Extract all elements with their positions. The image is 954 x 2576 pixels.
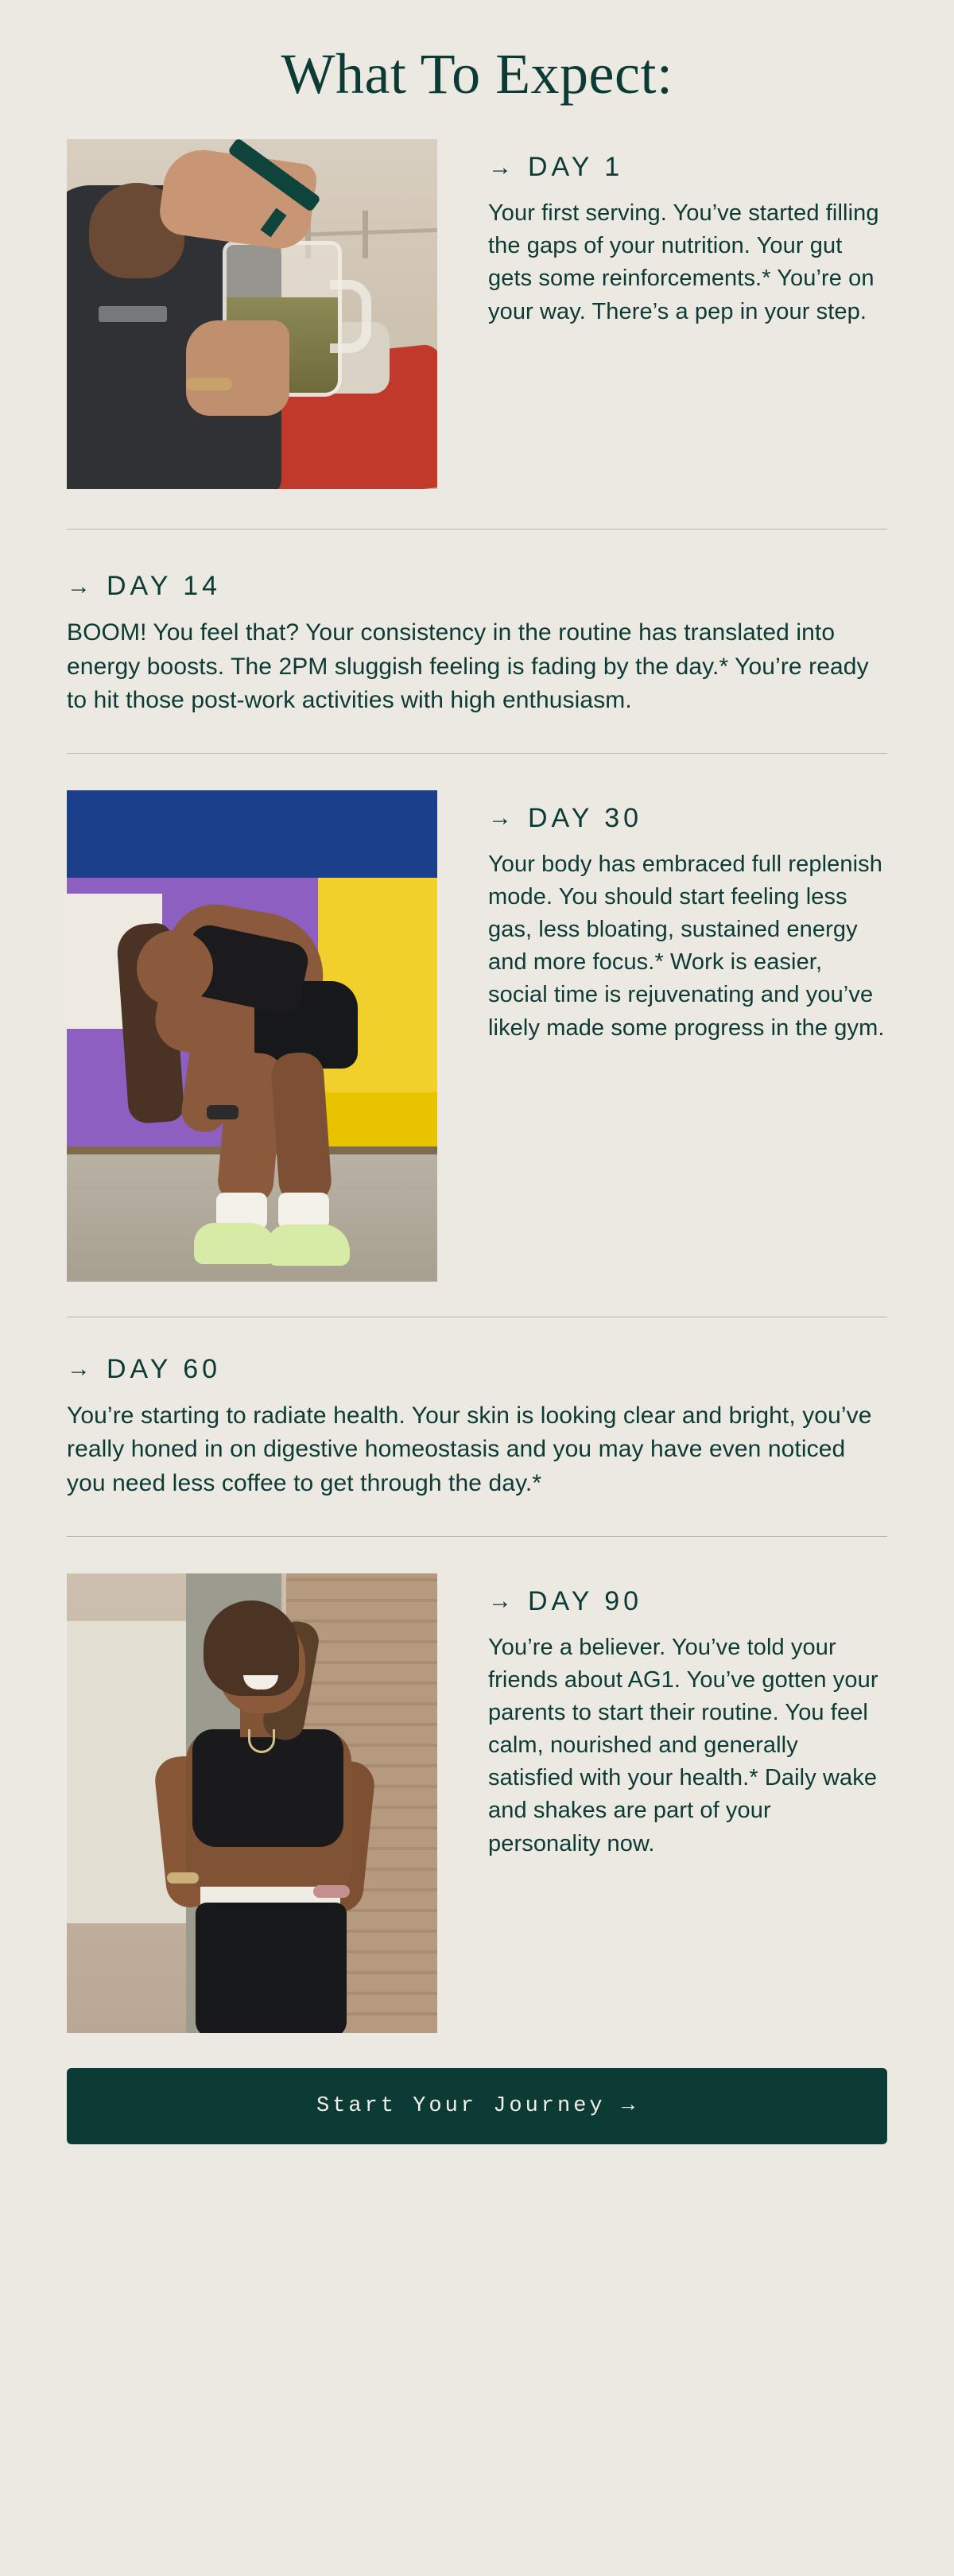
page-title: What To Expect: bbox=[281, 42, 673, 106]
start-your-journey-label: Start Your Journey → bbox=[316, 2093, 638, 2118]
arrow-right-icon: → bbox=[488, 153, 512, 180]
day-description: BOOM! You feel that? Your consistency in the routine has translated into energy boosts. The 2PM sluggish feeling is fading by the day.* You’re ready to hit those post-work activities with high enthusiasm. bbox=[67, 619, 869, 714]
day-heading-day-90 bbox=[488, 1586, 887, 1617]
section-day-30 bbox=[67, 790, 887, 1282]
section-image-day-30 bbox=[67, 790, 437, 1282]
section-body-day-60 bbox=[67, 1354, 887, 1501]
section-body-day-1 bbox=[488, 139, 887, 328]
day-description: You’re starting to radiate health. Your skin is looking clear and bright, you’ve really honed in on digestive homeostasis and you may have even noticed you need less coffee to get through the day.* bbox=[67, 1402, 872, 1496]
photo-hand-pouring-ag1-into-jar bbox=[67, 139, 437, 489]
day-label: DAY 30 bbox=[528, 802, 643, 833]
arrow-right-icon: → bbox=[67, 1356, 91, 1383]
start-your-journey-button[interactable] bbox=[67, 2068, 887, 2144]
section-body-day-30 bbox=[488, 790, 887, 1045]
day-description: Your first serving. You’ve started filling the gaps of your nutrition. Your gut gets some reinforcements.* You’re on your way. There’s a pep in your step. bbox=[488, 200, 879, 324]
section-body-day-14 bbox=[67, 571, 887, 718]
section-day-14 bbox=[67, 571, 887, 718]
section-body-day-90 bbox=[488, 1573, 887, 1860]
day-label: DAY 60 bbox=[107, 1353, 222, 1384]
divider bbox=[67, 529, 887, 530]
divider bbox=[67, 1536, 887, 1537]
day-heading-day-30 bbox=[488, 803, 887, 834]
photo-athlete-stretching-against-mural bbox=[67, 790, 437, 1282]
day-label: DAY 14 bbox=[107, 571, 222, 601]
arrow-right-icon: → bbox=[488, 805, 512, 832]
day-description: Your body has embraced full replenish mode. You should start feeling less gas, less bloating, sustained energy and more focus.* Work is easier, social time is rejuvenating and you’ve likely made some progress in the gym. bbox=[488, 851, 885, 1041]
day-label: DAY 1 bbox=[528, 152, 624, 182]
arrow-right-icon: → bbox=[67, 572, 91, 599]
section-image-day-1 bbox=[67, 139, 437, 489]
day-description: You’re a believer. You’ve told your friends about AG1. You’ve gotten your parents to start their routine. You feel calm, nourished and generally satisfied with your health.* Daily wake and shakes are part of your personality now. bbox=[488, 1634, 878, 1856]
section-day-90 bbox=[67, 1573, 887, 2033]
day-heading-day-14 bbox=[67, 571, 887, 602]
arrow-right-icon: → bbox=[488, 1588, 512, 1615]
day-heading-day-1 bbox=[488, 152, 887, 183]
photo-smiling-woman-walking-outdoors bbox=[67, 1573, 437, 2033]
day-heading-day-60 bbox=[67, 1354, 887, 1385]
divider bbox=[67, 753, 887, 754]
section-day-1 bbox=[67, 139, 887, 489]
section-day-60 bbox=[67, 1354, 887, 1501]
section-image-day-90 bbox=[67, 1573, 437, 2033]
day-label: DAY 90 bbox=[528, 1585, 643, 1616]
